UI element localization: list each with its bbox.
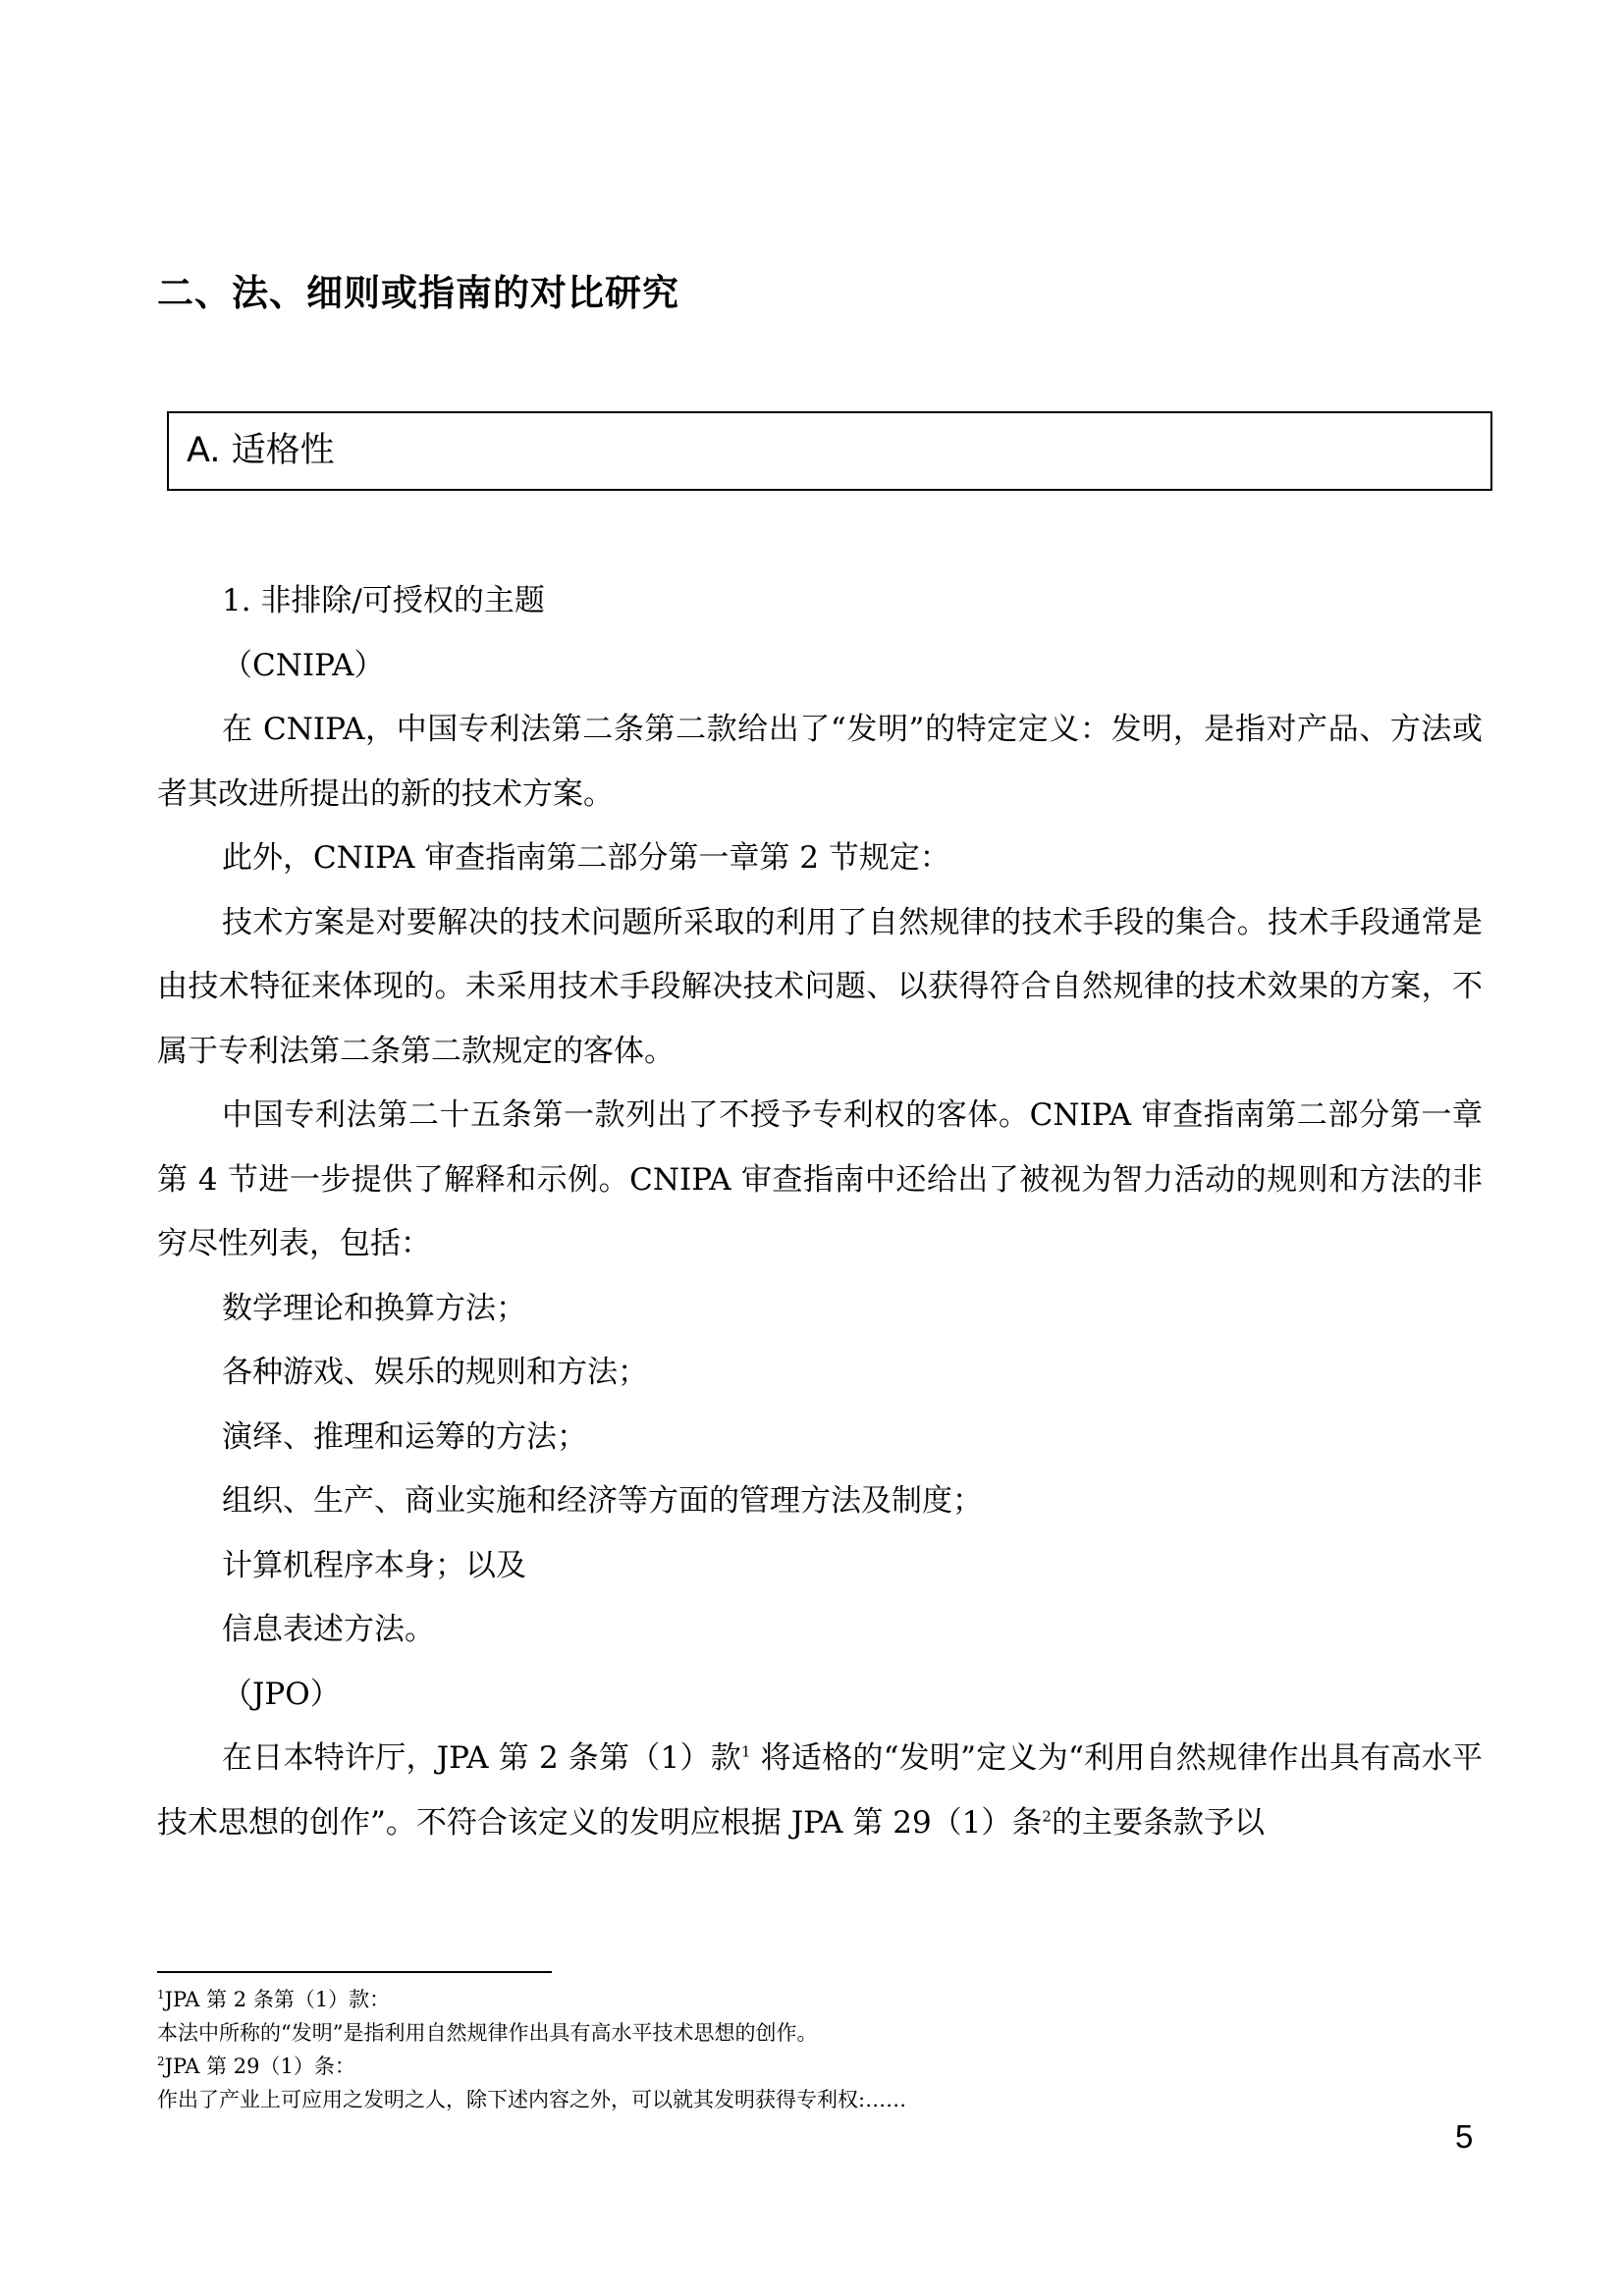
footnotes xyxy=(157,1983,1434,2116)
footnote-mark: 2 xyxy=(157,2055,165,2068)
list-item: 信息表述方法。 xyxy=(222,1612,435,1647)
paragraph xyxy=(157,1727,1483,1855)
paragraph: 此外，CNIPA 审查指南第二部分第一章第 2 节规定： xyxy=(222,840,950,876)
subsection-title: A. 适格性 xyxy=(187,431,335,470)
paragraph-text: 在日本特许厅，JPA 第 2 条第（1）款 xyxy=(222,1740,741,1776)
section-heading: 二、法、细则或指南的对比研究 xyxy=(157,272,679,314)
body-text xyxy=(157,569,1483,1855)
footnote-mark: 1 xyxy=(157,1988,165,2002)
footnote-ref[interactable]: 2 xyxy=(1042,1807,1052,1826)
footnote-text: 本法中所称的“发明”是指利用自然规律作出具有高水平技术思想的创作。 xyxy=(157,2021,818,2045)
list-item: 计算机程序本身；以及 xyxy=(222,1547,526,1583)
footnote-title-text: JPA 第 29（1）条： xyxy=(164,2055,355,2078)
footnote-title xyxy=(157,1983,1434,2016)
paragraph-text: 的主要条款予以 xyxy=(1051,1804,1265,1841)
footnote-text: 作出了产业上可应用之发明之人，除下述内容之外，可以就其发明获得专利权:…… xyxy=(157,2088,907,2111)
list-item: 各种游戏、娱乐的规则和方法； xyxy=(222,1355,648,1390)
list-item: 组织、生产、商业实施和经济等方面的管理方法及制度； xyxy=(222,1483,983,1519)
paragraph-text: 将适格的“发明”定义为“利用自然规律作出具有高水平技术思想的创作”。不符合该定义的发明应根据 JPA 第 29（1）条 xyxy=(157,1740,1483,1841)
paragraph: 技术方案是对要解决的技术问题所采取的利用了自然规律的技术手段的集合。技术手段通常是由技术特征来体现的。未采用技术手段解决技术问题、以获得符合自然规律的技术效果的方案，不属于专利法第二条第二款规定的客体。 xyxy=(157,904,1483,1069)
page-number: 5 xyxy=(1455,2118,1474,2155)
office-label-jpo: （JPO） xyxy=(222,1676,341,1712)
paragraph: 在 CNIPA，中国专利法第二条第二款给出了“发明”的特定定义：发明，是指对产品、方法或者其改进所提出的新的技术方案。 xyxy=(157,712,1483,812)
footnote-title-text: JPA 第 2 条第（1）款： xyxy=(164,1988,391,2011)
list-heading: 1. 非排除/可授权的主题 xyxy=(222,583,545,618)
list-item: 数学理论和换算方法； xyxy=(222,1290,526,1326)
footnote-divider xyxy=(157,1971,552,1973)
office-label-cnipa: （CNIPA） xyxy=(222,647,385,683)
footnote-ref[interactable]: 1 xyxy=(740,1742,751,1761)
footnote-title xyxy=(157,2050,1434,2083)
subsection-box xyxy=(167,411,1492,491)
list-item: 演绎、推理和运筹的方法； xyxy=(222,1418,587,1455)
paragraph: 中国专利法第二十五条第一款列出了不授予专利权的客体。CNIPA 审查指南第二部分第一章第 4 节进一步提供了解释和示例。CNIPA 审查指南中还给出了被视为智力活动的规则和方法的非穷尽性列表，包括： xyxy=(157,1097,1483,1261)
